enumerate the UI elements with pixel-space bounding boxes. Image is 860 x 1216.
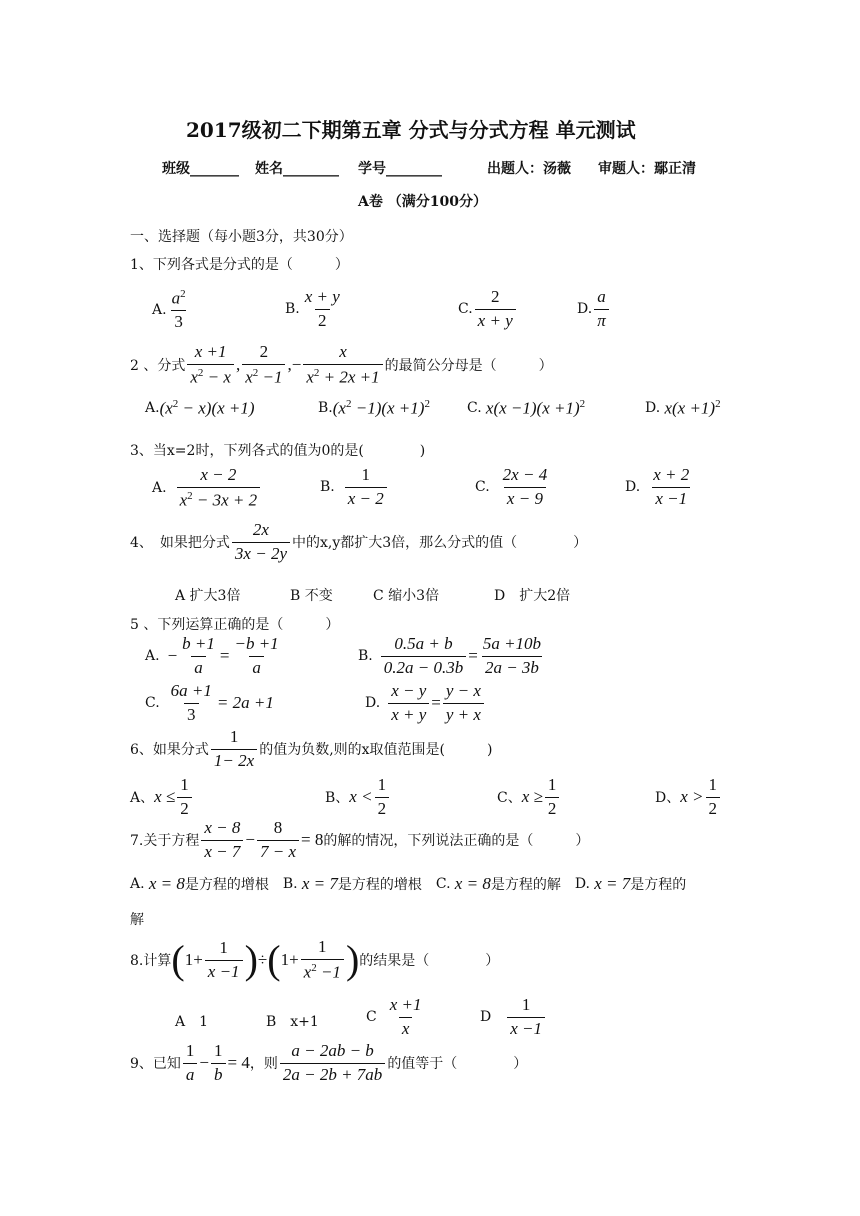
q5-option-c: C. $\frac{6a +1}{3}$ = 2a +1 <box>145 681 274 724</box>
q8-option-c: C $\frac{x +1}{x}$ <box>366 995 422 1038</box>
q2-option-b: B. $(x^2 -1)(x +1)^2$ <box>318 398 430 418</box>
name-field: 姓名________ <box>255 161 339 177</box>
question-7-stem: 7.关于方程 $\frac{x - 8}{x - 7}$ − $\frac{8}{7 - x}$ = 8 的解的情况，下列说法正确的是（ ） <box>130 818 590 861</box>
question-6-stem: 6、如果分式 $\frac{1}{1- 2x}$ 的值为负数,则的x取值范围是( ) <box>130 727 493 770</box>
q3-option-b: B. $\frac{1}{x - 2}$ <box>320 466 389 508</box>
q8-option-d: D $\frac{1}{x -1}$ <box>480 996 547 1038</box>
paper-label: A卷 （满分100分） <box>358 194 487 210</box>
q1-option-a: A. $\frac{a^2}{3}$ <box>152 288 186 332</box>
q5-option-a: A. − $\frac{b +1}{a}$ = $\frac{-b +1}{a}$ <box>145 634 279 677</box>
reviewer-label: 审题人：鄢正清 <box>598 161 696 177</box>
q7-option-d-tail: 解 <box>130 912 144 928</box>
q5-option-d: D. $\frac{x - y}{x + y}$ = $\frac{y - x}{y + x}$ <box>365 682 486 724</box>
q8-option-a: A 1 <box>175 1014 209 1030</box>
number-field: 学号________ <box>358 161 442 177</box>
q2-option-c: C. $x(x -1)(x +1)^2$ <box>467 398 586 418</box>
q6-option-b: B、 x < $\frac{1}{2}$ <box>325 776 391 818</box>
question-8-stem: 8.计算 ( 1+ $\frac{1}{x -1}$ ) ÷ ( 1+ $\frac{1}{x^2 -1}$ ) 的结果是（ ） <box>130 937 500 983</box>
q4-option-d: D 扩大2倍 <box>494 588 571 604</box>
q3-option-c: C. $\frac{2x - 4}{x - 9}$ <box>475 465 548 508</box>
question-4-stem: 4、 如果把分式 $\frac{2x}{3x - 2y}$ 中的x,y都扩大3倍，那么分式的值（ ） <box>130 520 588 563</box>
q6-option-c: C、 x ≥ $\frac{1}{2}$ <box>497 776 561 818</box>
q2-option-a: A. $(x^2 - x)(x +1)$ <box>145 398 255 418</box>
question-3-stem: 3、当x=2时，下列各式的值为0的是( ) <box>130 443 426 459</box>
q4-option-a: A 扩大3倍 <box>175 588 241 604</box>
question-9-stem: 9、已知 $\frac{1}{a}$ − $\frac{1}{b}$ = 4 ，则 $\frac{a - 2ab - b}{2a - 2b + 7ab}$ 的值等于（ ） <box>130 1041 528 1084</box>
q1-option-d: D. $\frac{a}{\pi}$ <box>577 288 611 330</box>
q4-option-c: C 缩小3倍 <box>373 588 440 604</box>
q6-option-a: A、 x ≤ $\frac{1}{2}$ <box>130 776 194 818</box>
q8-option-b: B x+1 <box>266 1014 319 1030</box>
q1-option-b: B. $\frac{x + y}{2}$ <box>285 287 340 330</box>
page-title: 2017级初二下期第五章 分式与分式方程 单元测试 <box>186 118 636 142</box>
q4-option-b: B 不变 <box>290 588 333 604</box>
q3-option-d: D. $\frac{x + 2}{x -1}$ <box>625 465 690 508</box>
q5-option-b: B. $\frac{0.5a + b}{0.2a - 0.3b}$ = $\frac{5a +10b}{2a - 3b}$ <box>358 634 542 677</box>
q2-option-d: D. $x(x +1)^2$ <box>645 398 721 418</box>
question-5-stem: 5 、下列运算正确的是（ ） <box>130 617 340 633</box>
class-field: 班级_______ <box>162 161 239 177</box>
question-1-stem: 1、下列各式是分式的是（ ） <box>130 257 349 273</box>
question-2-stem: 2 、分式 $\frac{x +1}{x^2 - x}$ , $\frac{2}{x^2 -1}$ ,− $\frac{x}{x^2 + 2x +1}$ 的最简公分母是（ ） <box>130 342 553 387</box>
q1-option-c: C. $\frac{2}{x + y}$ <box>458 288 518 330</box>
author-label: 出题人：汤薇 <box>487 161 571 177</box>
q6-option-d: D、 x > $\frac{1}{2}$ <box>655 776 722 818</box>
q7-options: A. x = 8 是方程的增根 B. x = 7 是方程的增根 C. x = 8 是方程的解 D. x = 7 是方程的 <box>130 874 687 893</box>
section-heading: 一、选择题（每小题3分，共30分） <box>130 229 353 245</box>
q3-option-a: A. $\frac{x - 2}{x^2 - 3x + 2}$ <box>152 466 262 510</box>
